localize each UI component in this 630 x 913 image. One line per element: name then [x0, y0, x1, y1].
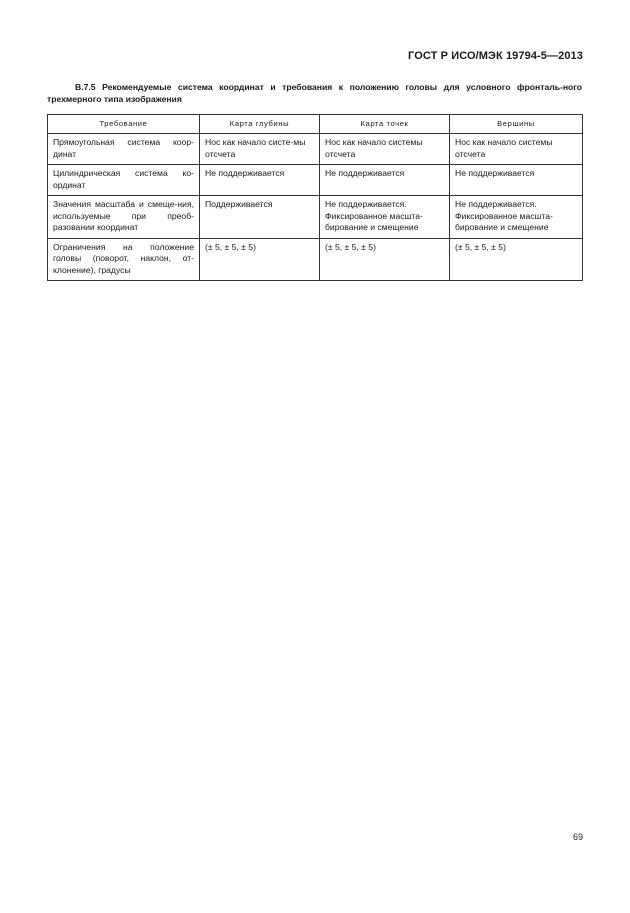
column-header-depth-map: Карта глубины: [200, 115, 320, 134]
table-cell-point-map: Нос как начало системы отсчета: [320, 134, 450, 165]
table-row: [48, 165, 583, 196]
table-header: [48, 115, 583, 134]
table-cell-requirement: Значения масштаба и смеще-ния, используемые при преоб-разовании координат: [48, 196, 200, 239]
table-cell-vertices: Нос как начало системы отсчета: [450, 134, 583, 165]
table-cell-point-map: Не поддерживается: [320, 165, 450, 196]
page-header-standard-code: ГОСТ Р ИСО/МЭК 19794-5—2013: [408, 50, 583, 62]
table-cell-point-map: Не поддерживается. Фиксированное масшта-бирование и смещение: [320, 196, 450, 239]
table-cell-requirement: Прямоугольная система коор-динат: [48, 134, 200, 165]
column-header-point-map: Карта точек: [320, 115, 450, 134]
page-number: 69: [572, 832, 583, 842]
table-row: [48, 238, 583, 281]
table-cell-requirement: Цилиндрическая система ко-ординат: [48, 165, 200, 196]
table-cell-depth-map: Не поддерживается: [200, 165, 320, 196]
table-cell-vertices: Не поддерживается. Фиксированное масшта-бирование и смещение: [450, 196, 583, 239]
requirements-table: [47, 114, 583, 281]
table-row: [48, 134, 583, 165]
table-cell-requirement: Ограничения на положение головы (поворот, наклон, от-клонение), градусы: [48, 238, 200, 281]
table-header-row: [48, 115, 583, 134]
section-title: В.7.5 Рекомендуемые система координат и требования к положению головы для условного фронталь-ного трехмерного типа изображения: [47, 82, 582, 104]
table-cell-depth-map: Нос как начало систе-мы отсчета: [200, 134, 320, 165]
column-header-vertices: Вершины: [450, 115, 583, 134]
table-row: [48, 196, 583, 239]
table-cell-depth-map: Поддерживается: [200, 196, 320, 239]
table-cell-depth-map: (± 5, ± 5, ± 5): [200, 238, 320, 281]
column-header-requirement: Требование: [48, 115, 200, 134]
table-cell-vertices: (± 5, ± 5, ± 5): [450, 238, 583, 281]
table-cell-point-map: (± 5, ± 5, ± 5): [320, 238, 450, 281]
table-cell-vertices: Не поддерживается: [450, 165, 583, 196]
table-body: [48, 134, 583, 281]
